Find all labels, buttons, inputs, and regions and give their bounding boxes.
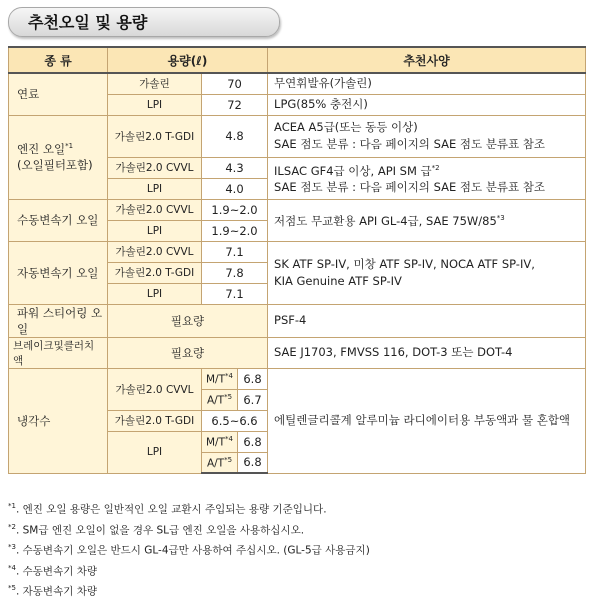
footnote — [8, 560, 370, 581]
table-row — [9, 241, 586, 262]
capacity-value: 72 — [202, 94, 268, 115]
footnote-mark: *4 — [8, 563, 16, 572]
spec-line: ILSAC GF4급 이상, API SM 급 — [274, 163, 432, 178]
header-capacity: 용량(ℓ) — [108, 47, 268, 73]
capacity-value: 7.1 — [202, 241, 268, 262]
capacity-value: 70 — [202, 73, 268, 94]
capacity-value: 필요량 — [108, 304, 268, 337]
transmission-type — [202, 431, 238, 452]
table-row — [9, 304, 586, 337]
spec-text — [268, 115, 586, 157]
variant-label: LPI — [108, 283, 202, 304]
footnote-text: . 엔진 오일 용량은 일반적인 오일 교환시 주입되는 용량 기준입니다. — [15, 503, 327, 516]
transmission-type — [202, 452, 238, 473]
engine-oil-label: 엔진 오일 — [17, 142, 66, 156]
table-row — [9, 368, 586, 389]
spec-text: PSF-4 — [268, 304, 586, 337]
oil-capacity-table — [8, 46, 585, 474]
spec-text: 무연휘발유(가솔린) — [268, 73, 586, 94]
row-label-automatic-transmission: 자동변속기 오일 — [9, 241, 108, 304]
spec-line: SAE 점도 분류 : 다음 페이지의 SAE 점도 분류표 참조 — [274, 137, 545, 151]
page-title: 추천오일 및 용량 — [28, 13, 148, 32]
spec-line: SK ATF SP-IV, 미창 ATF SP-IV, NOCA ATF SP-IV, — [274, 256, 535, 271]
capacity-value: 4.0 — [202, 178, 268, 199]
row-label-power-steering: 파워 스티어링 오일 — [9, 304, 108, 337]
footnote-mark: *2 — [431, 163, 440, 172]
spec-text: 에틸렌글리콜계 알루미늄 라디에이터용 부동액과 물 혼합액 — [268, 368, 586, 473]
table-row — [9, 337, 586, 368]
variant-label: 가솔린2.0 CVVL — [108, 157, 202, 178]
footnote-mark: *5 — [224, 392, 233, 401]
footnote-mark: *5 — [224, 455, 233, 464]
capacity-value: 6.8 — [238, 452, 268, 473]
spec-text: LPG(85% 충전시) — [268, 94, 586, 115]
variant-label: 가솔린2.0 T-GDI — [108, 115, 202, 157]
at-label: A/T — [206, 394, 225, 407]
capacity-value: 6.8 — [238, 368, 268, 389]
footnote-text: . SM급 엔진 오일이 없을 경우 SL급 엔진 오일을 사용하십시오. — [15, 524, 305, 536]
header-type: 종 류 — [9, 47, 108, 73]
header-spec: 추천사양 — [268, 47, 586, 73]
spec-text: SAE J1703, FMVSS 116, DOT-3 또는 DOT-4 — [268, 337, 586, 368]
footnote-mark: *3 — [496, 214, 505, 223]
footnote — [8, 580, 370, 601]
variant-label: 가솔린2.0 CVVL — [108, 368, 202, 410]
footnote-mark: *4 — [225, 434, 233, 443]
variant-label: LPI — [108, 431, 202, 473]
capacity-value: 7.1 — [202, 283, 268, 304]
footnote-text: . 수동변속기 오일은 반드시 GL-4급만 사용하여 주십시오. (GL-5급 사용금지) — [15, 544, 370, 557]
capacity-value: 4.3 — [202, 157, 268, 178]
footnote-mark: *2 — [8, 522, 16, 531]
row-label-brake-clutch: 브레이크및클러치액 — [9, 337, 108, 368]
spec-text — [268, 241, 586, 304]
table-row — [9, 115, 586, 157]
variant-label: 가솔린2.0 T-GDI — [108, 262, 202, 283]
variant-label: 가솔린2.0 T-GDI — [108, 410, 202, 431]
row-label-coolant: 냉각수 — [9, 368, 108, 473]
spec-text — [268, 199, 586, 241]
spec-line: SAE 점도 분류 : 다음 페이지의 SAE 점도 분류표 참조 — [274, 180, 545, 195]
row-label-manual-transmission: 수동변속기 오일 — [9, 199, 108, 241]
mt-label: M/T — [206, 436, 226, 449]
footnote — [8, 539, 370, 560]
footnote-mark: *4 — [225, 371, 233, 380]
footnotes — [8, 498, 370, 601]
capacity-value: 6.7 — [238, 389, 268, 410]
variant-label: 가솔린2.0 CVVL — [108, 241, 202, 262]
capacity-value: 필요량 — [108, 337, 268, 368]
header-row — [9, 47, 586, 73]
capacity-value: 4.8 — [202, 115, 268, 157]
table-row — [9, 73, 586, 94]
transmission-type — [202, 368, 238, 389]
capacity-value: 7.8 — [202, 262, 268, 283]
footnote-mark: *5 — [8, 584, 16, 592]
capacity-value: 1.9~2.0 — [202, 220, 268, 241]
variant-label: 가솔린2.0 CVVL — [108, 199, 202, 220]
row-label-fuel: 연료 — [9, 73, 108, 115]
footnote-text: . 수동변속기 차량 — [15, 565, 97, 577]
footnote-text: . 자동변속기 차량 — [15, 585, 97, 598]
footnote — [8, 498, 370, 519]
mt-label: M/T — [206, 373, 226, 386]
variant-label: LPI — [108, 178, 202, 199]
spec-text — [268, 157, 586, 199]
engine-oil-sublabel: (오일필터포함) — [17, 158, 93, 172]
footnote-mark: *3 — [8, 543, 16, 551]
variant-label: 가솔린 — [108, 73, 202, 94]
transmission-type — [202, 389, 238, 410]
capacity-value: 6.5~6.6 — [202, 410, 268, 431]
footnote-mark: *1 — [65, 142, 74, 151]
capacity-value: 1.9~2.0 — [202, 199, 268, 220]
capacity-value: 6.8 — [238, 431, 268, 452]
spec-line: 저점도 무교환용 API GL-4급, SAE 75W/85 — [274, 213, 497, 228]
variant-label: LPI — [108, 94, 202, 115]
at-label: A/T — [206, 457, 225, 469]
table-row — [9, 199, 586, 220]
row-label-engine-oil — [9, 115, 108, 199]
footnote — [8, 519, 370, 540]
spec-line: KIA Genuine ATF SP-IV — [274, 273, 402, 288]
footnote-mark: *1 — [8, 502, 16, 510]
spec-line: ACEA A5급(또는 동등 이상) — [274, 120, 418, 134]
variant-label: LPI — [108, 220, 202, 241]
